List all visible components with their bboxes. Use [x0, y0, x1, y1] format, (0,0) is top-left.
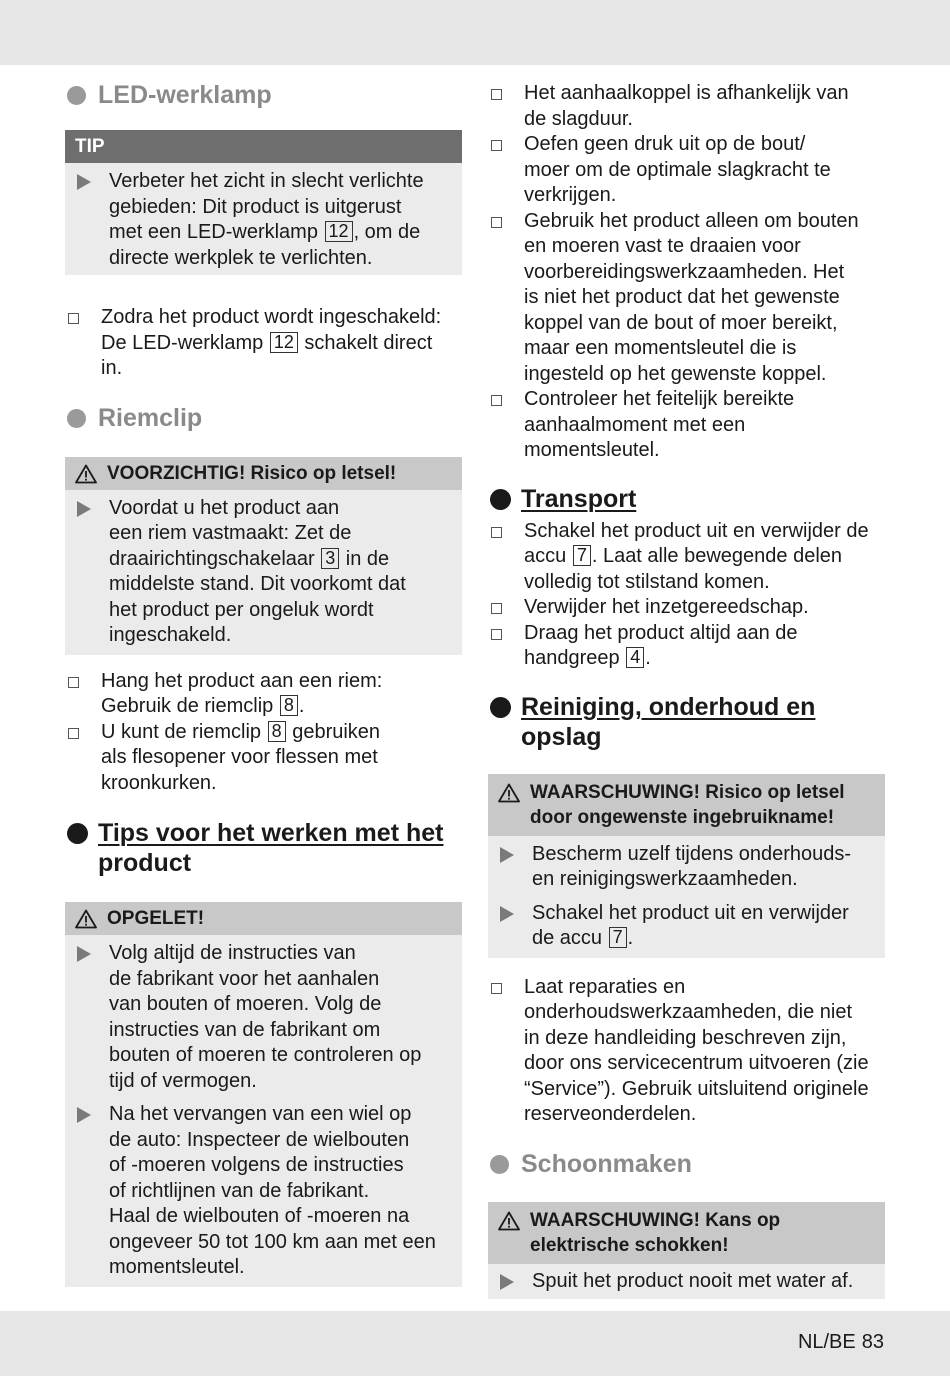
- text-line: Laat reparaties en: [524, 975, 686, 998]
- checklist-item: [488, 132, 885, 209]
- text-line: maar een momentsleutel die is: [524, 337, 797, 359]
- warning-item: [498, 1269, 873, 1295]
- checklist-item: [65, 720, 462, 797]
- text-line: tijd of vermogen.: [109, 1069, 257, 1092]
- checklist-item: [488, 209, 885, 388]
- text-line: is niet het product dat het gewenste: [524, 286, 840, 308]
- section-heading-schoonmaken: [488, 1148, 885, 1182]
- arrow-bullet-icon: [77, 946, 91, 962]
- page-footer: [792, 1331, 884, 1354]
- warning-box-header: [488, 774, 885, 836]
- text-line: reserveonderdelen.: [524, 1103, 697, 1125]
- warning-box-injury: [488, 774, 885, 958]
- text-line: Gebruik het product alleen om bouten: [524, 209, 859, 232]
- text-line: Oefen geen druk uit op de bout/: [524, 133, 806, 155]
- text-line: verkrijgen.: [524, 184, 617, 206]
- bullet-icon: [490, 1155, 509, 1174]
- text-line: Schakel het product uit en verwijder: [532, 901, 849, 924]
- led-heading: LED-werklamp: [98, 80, 272, 109]
- checkbox-icon: [68, 728, 79, 739]
- text-line: instructies van de fabrikant om: [109, 1018, 381, 1041]
- text-line: Controleer het feitelijk bereikte: [524, 388, 795, 410]
- arrow-bullet-icon: [77, 1107, 91, 1123]
- attention-item: [75, 941, 450, 1094]
- tip-label: TIP: [75, 136, 105, 157]
- text-line: de fabrikant voor het aanhalen: [109, 967, 380, 990]
- text-line: Schakel het product uit en verwijder de: [524, 519, 869, 542]
- text-line: met een LED-werklamp 12 , om de: [109, 221, 421, 243]
- caution-item: [75, 496, 450, 649]
- text-line: accu 7 . Laat alle bewegende delen: [524, 545, 843, 567]
- warning-item: [498, 901, 873, 952]
- right-column: [488, 81, 885, 1299]
- footer-language: NL/BE: [797, 1331, 856, 1353]
- bullet-icon: [490, 697, 511, 718]
- checkbox-icon: [491, 217, 502, 228]
- checklist-item: [65, 669, 462, 720]
- transport-heading: Transport: [521, 484, 637, 513]
- warning-label-line: elektrische schokken!: [530, 1234, 729, 1256]
- bullet-icon: [490, 489, 511, 510]
- header-band: [0, 0, 950, 65]
- tips-heading: Tips voor het werken met het product: [98, 819, 444, 877]
- checkbox-icon: [491, 983, 502, 994]
- text-line: in deze handleiding beschreven zijn,: [524, 1026, 847, 1049]
- tip-item: [75, 169, 450, 271]
- text-line: ingesteld op het gewenste koppel.: [524, 362, 827, 385]
- schoonmaken-heading: Schoonmaken: [521, 1150, 692, 1178]
- text-line: Voordat u het product aan: [109, 496, 340, 519]
- checkbox-icon: [491, 89, 502, 100]
- text-line: in.: [101, 357, 123, 379]
- text-line: koppel van de bout of moer bereikt,: [524, 311, 838, 334]
- text-line: Volg altijd de instructies van: [109, 942, 356, 964]
- bullet-icon: [67, 409, 86, 428]
- section-heading-reiniging: [488, 692, 885, 752]
- text-line: momentsleutel.: [109, 1256, 245, 1278]
- text-line: momentsleutel.: [524, 439, 660, 461]
- text-line: en reinigingswerkzaamheden.: [532, 868, 798, 890]
- checklist-item: [488, 975, 885, 1128]
- text-line: moer om de optimale slagkracht te: [524, 158, 831, 181]
- section-heading-tips: [65, 818, 462, 878]
- text-line: aanhaalmoment met een: [524, 413, 746, 436]
- arrow-bullet-icon: [500, 1274, 514, 1290]
- text-line: U kunt de riemclip 8 gebruiken: [101, 720, 381, 743]
- arrow-bullet-icon: [77, 501, 91, 517]
- text-line: de slagduur.: [524, 107, 633, 130]
- text-line: en moeren vast te draaien voor: [524, 235, 801, 257]
- warning-item: [498, 842, 873, 893]
- checklist-item: [488, 81, 885, 132]
- riemclip-heading: Riemclip: [98, 404, 203, 432]
- text-line: of -moeren volgens de instructies: [109, 1154, 404, 1176]
- attention-box: [65, 902, 462, 1287]
- warning-triangle-icon: [75, 909, 97, 929]
- section-heading-transport: [488, 484, 885, 514]
- text-line: ongeveer 50 tot 100 km aan met een: [109, 1230, 436, 1253]
- caution-label: VOORZICHTIG! Risico op letsel!: [107, 462, 397, 484]
- checkbox-icon: [68, 313, 79, 324]
- text-line: Het aanhaalkoppel is afhankelijk van: [524, 82, 849, 104]
- checkbox-icon: [491, 527, 502, 538]
- text-line: ingeschakeld.: [109, 624, 232, 646]
- reiniging-heading: Reiniging, onderhoud en opslag: [521, 692, 816, 751]
- warning-label-line: WAARSCHUWING! Kans op: [530, 1209, 781, 1231]
- text-line: volledig tot stilstand komen.: [524, 570, 770, 593]
- text-line: van bouten of moeren. Volg de: [109, 993, 382, 1015]
- tip-box: [65, 130, 462, 275]
- text-line: Verwijder het inzetgereedschap.: [524, 596, 809, 618]
- text-line: draairichtingschakelaar 3 in de: [109, 547, 390, 570]
- checkbox-icon: [491, 140, 502, 151]
- text-line: het product per ongeluk wordt: [109, 598, 374, 621]
- text-line: kroonkurken.: [101, 771, 217, 794]
- part-number-badge: 12: [270, 332, 298, 353]
- text-line: Spuit het product nooit met water af.: [532, 1269, 854, 1292]
- checklist-item: [65, 305, 462, 382]
- bullet-icon: [67, 86, 86, 105]
- part-number-badge: 8: [268, 721, 286, 742]
- warning-triangle-icon: [498, 783, 520, 803]
- text-line: Zodra het product wordt ingeschakeld:: [101, 306, 442, 328]
- text-line: voorbereidingswerkzaamheden. Het: [524, 260, 845, 283]
- checkbox-icon: [68, 677, 79, 688]
- warning-triangle-icon: [75, 464, 97, 484]
- bullet-icon: [67, 823, 88, 844]
- text-line: Bescherm uzelf tijdens onderhouds-: [532, 842, 852, 865]
- part-number-badge: 3: [321, 548, 339, 569]
- text-line: of richtlijnen van de fabrikant.: [109, 1179, 370, 1202]
- part-number-badge: 4: [626, 647, 644, 668]
- text-line: de auto: Inspecteer de wielbouten: [109, 1128, 410, 1151]
- text-line: als flesopener voor flessen met: [101, 746, 378, 768]
- caution-box-header: [65, 457, 462, 490]
- text-line: de accu 7 .: [532, 927, 634, 949]
- warning-box-header: [488, 1202, 885, 1264]
- text-line: Na het vervangen van een wiel op: [109, 1103, 412, 1125]
- text-line: handgreep 4 .: [524, 647, 651, 669]
- checklist-item: [488, 519, 885, 596]
- text-line: Verbeter het zicht in slecht verlichte: [109, 170, 424, 192]
- checklist-item: [488, 621, 885, 672]
- section-heading-led: [65, 78, 462, 112]
- arrow-bullet-icon: [500, 847, 514, 863]
- part-number-badge: 7: [573, 545, 591, 566]
- text-line: gebieden: Dit product is uitgerust: [109, 195, 402, 218]
- text-line: directe werkplek te verlichten.: [109, 246, 373, 269]
- part-number-badge: 12: [325, 221, 353, 242]
- checklist-item: [488, 595, 885, 621]
- checkbox-icon: [491, 603, 502, 614]
- text-line: Draag het product altijd aan de: [524, 621, 798, 644]
- text-line: een riem vastmaakt: Zet de: [109, 522, 352, 544]
- text-line: bouten of moeren te controleren op: [109, 1044, 422, 1066]
- checkbox-icon: [491, 629, 502, 640]
- warning-triangle-icon: [498, 1211, 520, 1231]
- text-line: door ons servicecentrum uitvoeren (zie: [524, 1052, 869, 1074]
- caution-box: [65, 457, 462, 655]
- text-line: Hang het product aan een riem:: [101, 669, 383, 692]
- left-column: [65, 78, 462, 1287]
- tip-box-header: [65, 130, 462, 163]
- text-line: De LED-werklamp 12 schakelt direct: [101, 331, 433, 354]
- text-line: Gebruik de riemclip 8 .: [101, 695, 305, 717]
- checklist-item: [488, 387, 885, 464]
- warning-box-shock: [488, 1202, 885, 1300]
- text-line: Haal de wielbouten of -moeren na: [109, 1205, 410, 1227]
- section-heading-riemclip: [65, 402, 462, 436]
- attention-box-header: [65, 902, 462, 935]
- text-line: middelste stand. Dit voorkomt dat: [109, 573, 406, 595]
- arrow-bullet-icon: [500, 906, 514, 922]
- part-number-badge: 7: [609, 927, 627, 948]
- warning-label-line: WAARSCHUWING! Risico op letsel: [530, 781, 845, 803]
- attention-item: [75, 1102, 450, 1281]
- text-line: “Service”). Gebruik uitsluitend originele: [524, 1077, 869, 1100]
- checkbox-icon: [491, 395, 502, 406]
- arrow-bullet-icon: [77, 174, 91, 190]
- part-number-badge: 8: [280, 695, 298, 716]
- warning-label-line: door ongewenste ingebruikname!: [530, 806, 835, 828]
- page-number: 83: [861, 1331, 884, 1353]
- attention-label: OPGELET!: [107, 908, 205, 929]
- text-line: onderhoudswerkzaamheden, die niet: [524, 1001, 852, 1023]
